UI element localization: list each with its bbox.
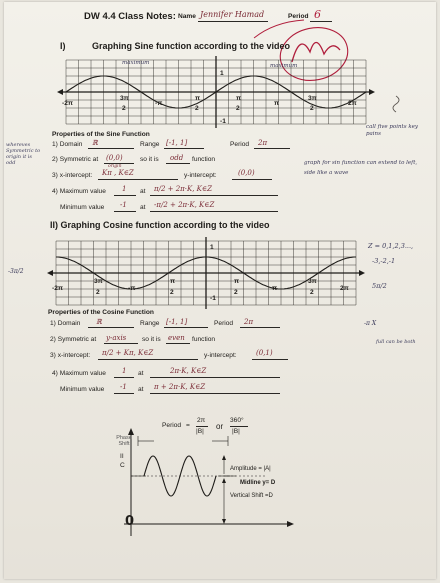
cos-so-it-is: so it is (142, 336, 161, 343)
name-value: Jennifer Hamad (200, 10, 265, 19)
sine-yint-label: y-intercept: (184, 172, 217, 179)
cos-xint-value: π/2 + Kπ, K∈Z (102, 349, 154, 357)
sine-max-note-left: maximum (122, 60, 150, 66)
cos-even-value: even (168, 334, 185, 342)
name-label: Name (178, 13, 196, 20)
cos-x-negpi: -π (128, 285, 136, 292)
cos-symmetric-label: 2) Symmetric at (50, 336, 97, 343)
midline-label: Midline y= D (240, 480, 276, 486)
sine-so-it-is: so it is (140, 156, 159, 163)
margin-note-graph: graph for sin function can extend to left, side like a wave (304, 160, 418, 176)
margin-note-full: full can be both (376, 339, 416, 345)
sine-x-negpi2-den: 2 (195, 105, 199, 112)
cos-x-negpi2-den: 2 (170, 289, 174, 296)
sine-x-neg3pi2-den: 2 (122, 105, 126, 112)
sine-x-pi2-den: 2 (236, 105, 240, 112)
margin-note-call: call five points key pains (366, 124, 419, 137)
sine-period-value: 2π (258, 139, 268, 147)
period-formula-num: 2π (197, 417, 206, 424)
section2-heading: II) Graphing Cosine function according to the video (50, 220, 270, 230)
section1-heading: Graphing Sine function according to the video (92, 41, 291, 51)
cos-x-pi2-num: π (234, 278, 240, 285)
period-formula-den2: |B| (232, 428, 240, 435)
sine-y-pos-label: 1 (220, 70, 224, 77)
worksheet-page: DW 4.4 Class Notes: Name Jennifer Hamad Period 6 I) Graphing Sine function according to the video maximum maximum 1 -1 -2π 3π 2 -π π 2 π 2 π 3π 2 2π whereves Symmetric to origin it is odd Properties of the Sine Function 1) Domain ℝ Range [-1, 1] Period 2π 2) Symmetric at (0,0) origin so it is odd function 3) x-intercept: Kπ , K∈Z y-intercept: (0,0) 4) Maximum value 1 at π/2 + 2π·K, K∈Z Minimum value -1 at -π/2 + 2π·K, K∈Z call five points key pains graph for sin function can extend to left, side like a wave II) Graphing Cosine function according to the video 1 -1 -2π 3π 2 -π π 2 π 2 π 3π 2 2π -3π/2 Z = 0,1,2,3..., -3,-2,-1 5π/2 -π X full can be both Properties of the Cosine Function 1) Domain ℝ Range [-1, 1] Period 2π 2) Symmetric at y-axis so it is even function 3) x-intercept: π/2 + Kπ, K∈Z y-intercept: (0,1) 4) Maximum value 1 at 2π·K, K∈Z Minimum value -1 at π + 2π·K, K∈Z Period = 2π |B| or 360° |B| Phase Shift II C Amplitude = |A| Midline y= D Vertical Shift =D 0 (4, 2, 436, 579)
cos-x-3pi2-num: 3π (308, 278, 317, 285)
sine-symmetric-label: 2) Symmetric at (52, 156, 99, 163)
sine-x-pi2-num: π (236, 95, 242, 102)
sine-xint-label: 3) x-intercept: (52, 172, 93, 179)
sine-odd-value: odd (170, 154, 184, 162)
amplitude-label: Amplitude = |A| (230, 466, 271, 472)
sine-period-label: Period (230, 141, 250, 148)
phase-shift-equals: II (120, 453, 124, 460)
cos-min-label: Minimum value (60, 386, 105, 393)
margin-note-neg3pi2: -3π/2 (8, 268, 24, 275)
sine-x-neg3pi2-num: 3π (120, 95, 129, 102)
period-formula-num2: 360° (230, 417, 244, 424)
cos-yint-value: (0,1) (256, 349, 273, 357)
sine-x-negpi2-num: π (195, 95, 201, 102)
margin-note-left: whereves Symmetric to origin it is odd (6, 142, 41, 166)
cos-min-at-word: at (138, 386, 144, 393)
cos-symmetric-value: y-axis (106, 334, 127, 342)
sine-domain-value: ℝ (92, 139, 98, 147)
sine-max-label: 4) Maximum value (52, 188, 106, 195)
phase-shift-label: Phase Shift (116, 435, 132, 447)
sine-min-at-word: at (140, 204, 146, 211)
cos-period-label: Period (214, 320, 234, 327)
cos-x-2pi: 2π (340, 285, 349, 292)
sine-max-at-word: at (140, 188, 146, 195)
cos-x-3pi2-den: 2 (310, 289, 314, 296)
cos-range-value: [-1, 1] (166, 318, 188, 326)
sine-range-value: [-1, 1] (166, 139, 188, 147)
sine-xint-value: Kπ , K∈Z (102, 169, 134, 177)
period-formula-den: |B| (196, 428, 204, 435)
sine-x-3pi2-num: 3π (308, 95, 317, 102)
sine-x-neg2pi: -2π (62, 100, 73, 107)
sine-range-label: Range (140, 141, 160, 148)
sine-symmetric-value: (0,0) (106, 154, 123, 162)
sine-function-word: function (192, 156, 216, 163)
sine-max-value: 1 (122, 185, 127, 193)
cos-max-label: 4) Maximum value (52, 370, 106, 377)
cos-x-neg2pi: -2π (52, 285, 63, 292)
period-label: Period (288, 13, 309, 20)
sine-domain-label: 1) Domain (52, 141, 83, 148)
sinusoid-diagram (4, 2, 440, 583)
cos-yint-label: y-intercept: (204, 352, 237, 359)
period-formula-bar2 (230, 426, 248, 427)
sine-yint-value: (0,0) (238, 169, 255, 177)
sine-x-negpi: -π (155, 100, 163, 107)
origin-label: 0 (125, 514, 135, 529)
sine-y-neg-label: -1 (220, 118, 226, 125)
cos-function-word: function (192, 336, 216, 343)
cos-props-title: Properties of the Cosine Function (48, 309, 154, 316)
margin-note-z: Z = 0,1,2,3..., (368, 242, 414, 250)
cos-max-at-word: at (138, 370, 144, 377)
sine-x-pi: π (274, 100, 280, 107)
period-formula-label: Period (162, 422, 182, 429)
period-formula-bar (196, 426, 208, 427)
sine-symmetric-note: origin (108, 164, 122, 169)
cos-range-label: Range (140, 320, 160, 327)
cos-domain-label: 1) Domain (50, 320, 81, 327)
sine-x-3pi2-den: 2 (310, 105, 314, 112)
cos-min-at: π + 2π·K, K∈Z (154, 383, 206, 391)
cos-x-pi2-den: 2 (234, 289, 238, 296)
period-value: 6 (314, 8, 321, 21)
period-formula-or: or (216, 422, 224, 431)
margin-note-neg: -3,-2,-1 (372, 257, 396, 265)
sine-max-at: π/2 + 2π·K, K∈Z (154, 185, 212, 193)
page-title: DW 4.4 Class Notes: (84, 11, 176, 22)
sine-min-value: -1 (120, 201, 127, 209)
cos-y-pos-label: 1 (210, 244, 214, 251)
cos-period-value: 2π (244, 318, 254, 326)
cos-y-neg-label: -1 (210, 295, 216, 302)
margin-note-negx: -π X (364, 320, 377, 327)
sine-props-title: Properties of the Sine Function (52, 131, 150, 138)
sinusoid-curve (144, 456, 216, 496)
phase-shift-c: C (120, 462, 125, 469)
section1-number: I) (60, 41, 66, 51)
cos-domain-value: ℝ (96, 318, 102, 326)
margin-note-5pi2: 5π/2 (372, 282, 387, 290)
cos-min-value: -1 (120, 383, 127, 391)
sine-min-label: Minimum value (60, 204, 105, 211)
sine-max-note-right: maximum (270, 63, 298, 69)
cos-x-neg3pi2-num: 3π (94, 278, 103, 285)
cos-x-neg3pi2-den: 2 (96, 289, 100, 296)
vertical-shift-label: Vertical Shift =D (230, 493, 273, 499)
cos-xint-label: 3) x-intercept: (50, 352, 91, 359)
cos-x-negpi2-num: π (170, 278, 176, 285)
cos-x-pi: π (272, 285, 278, 292)
cos-max-at: 2π·K, K∈Z (170, 367, 207, 375)
sine-min-at: -π/2 + 2π·K, K∈Z (154, 201, 215, 209)
cos-max-value: 1 (122, 367, 127, 375)
sine-x-2pi: 2π (348, 100, 357, 107)
